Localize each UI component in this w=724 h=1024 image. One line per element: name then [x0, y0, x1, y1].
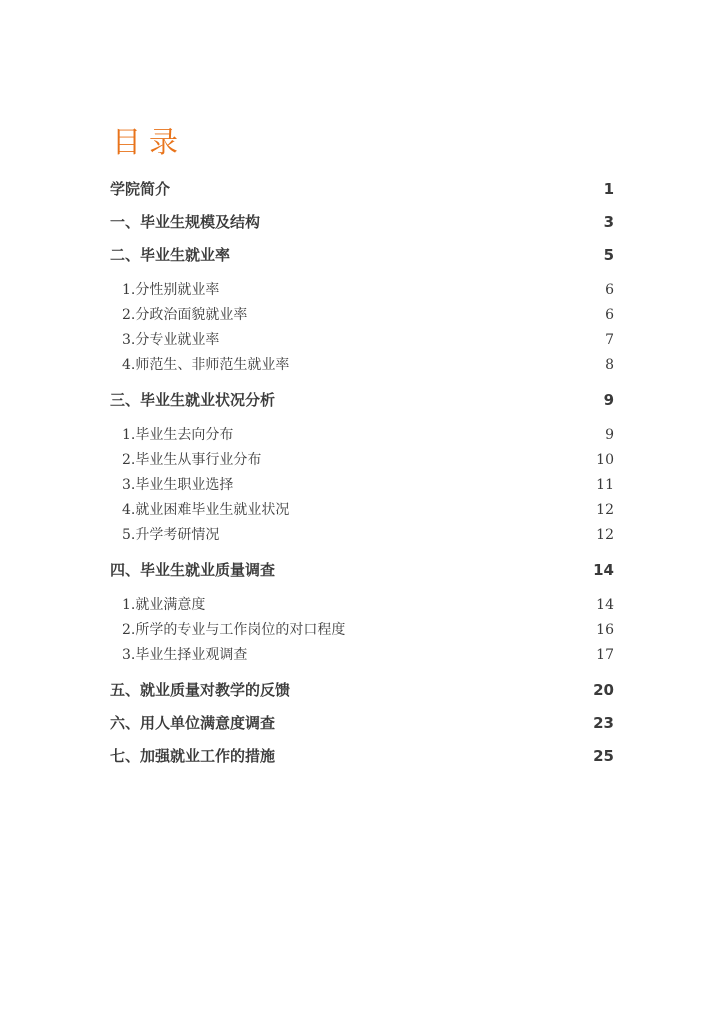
dot-leader — [348, 620, 593, 634]
toc-entry-text: 学院简介 — [110, 180, 171, 198]
toc-page-number: 9 — [603, 391, 614, 409]
dot-leader — [233, 245, 601, 260]
toc-subentry[interactable] — [110, 618, 614, 643]
toc-subentry-text: 1.毕业生去向分布 — [122, 427, 234, 443]
toc-entry[interactable] — [110, 742, 614, 775]
dot-leader — [236, 425, 602, 439]
toc-entry-text: 五、就业质量对教学的反馈 — [110, 681, 291, 699]
toc-page-number: 8 — [605, 357, 614, 373]
toc-entry[interactable] — [110, 241, 614, 274]
dot-leader — [278, 713, 590, 728]
dot-leader — [293, 680, 590, 695]
dot-leader — [250, 305, 602, 319]
table-of-contents — [110, 175, 614, 775]
dot-leader — [236, 475, 593, 489]
toc-entry-text: 三、毕业生就业状况分析 — [110, 391, 276, 409]
toc-subentry-text: 1.分性别就业率 — [122, 282, 220, 298]
toc-subentry[interactable] — [110, 593, 614, 618]
toc-subentry[interactable] — [110, 278, 614, 303]
toc-page-number: 12 — [596, 502, 614, 518]
dot-leader — [250, 645, 593, 659]
toc-subentry-text: 4.师范生、非师范生就业率 — [122, 357, 290, 373]
toc-subentry[interactable] — [110, 523, 614, 548]
toc-title: 目录 — [112, 125, 187, 159]
toc-subentry[interactable] — [110, 473, 614, 498]
toc-entry-text: 六、用人单位满意度调查 — [110, 714, 276, 732]
toc-subentry[interactable] — [110, 353, 614, 378]
dot-leader — [278, 560, 590, 575]
toc-subentry[interactable] — [110, 498, 614, 523]
toc-subentry-text: 3.分专业就业率 — [122, 332, 220, 348]
toc-entry[interactable] — [110, 208, 614, 241]
toc-page-number: 14 — [593, 561, 614, 579]
toc-subentry-text: 2.所学的专业与工作岗位的对口程度 — [122, 622, 346, 638]
toc-page-number: 12 — [596, 527, 614, 543]
toc-subentry-text: 4.就业困难毕业生就业状况 — [122, 502, 290, 518]
toc-entry[interactable] — [110, 386, 614, 419]
toc-page-number: 10 — [596, 452, 614, 468]
toc-page-number: 17 — [596, 647, 614, 663]
toc-page-number: 11 — [596, 477, 614, 493]
toc-page-number: 7 — [605, 332, 614, 348]
dot-leader — [222, 525, 593, 539]
dot-leader — [292, 500, 593, 514]
toc-page-number: 20 — [593, 681, 614, 699]
toc-page-number: 25 — [593, 747, 614, 765]
toc-subentry[interactable] — [110, 328, 614, 353]
dot-leader — [278, 746, 590, 761]
toc-page-number: 6 — [605, 307, 614, 323]
toc-page-number: 5 — [603, 246, 614, 264]
dot-leader — [292, 355, 602, 369]
toc-subentry[interactable] — [110, 423, 614, 448]
toc-entry-text: 一、毕业生规模及结构 — [110, 213, 261, 231]
toc-subentry[interactable] — [110, 448, 614, 473]
toc-subentry[interactable] — [110, 303, 614, 328]
dot-leader — [208, 595, 593, 609]
toc-subentry-text: 3.毕业生职业选择 — [122, 477, 234, 493]
toc-subentry[interactable] — [110, 643, 614, 668]
toc-entry[interactable] — [110, 676, 614, 709]
dot-leader — [263, 212, 601, 227]
toc-subentry-text: 1.就业满意度 — [122, 597, 206, 613]
toc-page-number: 14 — [596, 597, 614, 613]
toc-page-number: 9 — [605, 427, 614, 443]
toc-page-number: 23 — [593, 714, 614, 732]
toc-subentry-text: 5.升学考研情况 — [122, 527, 220, 543]
dot-leader — [173, 179, 601, 194]
toc-entry[interactable] — [110, 709, 614, 742]
toc-entry-text: 二、毕业生就业率 — [110, 246, 231, 264]
toc-page-number: 1 — [603, 180, 614, 198]
toc-entry[interactable] — [110, 175, 614, 208]
toc-subentry-text: 3.毕业生择业观调查 — [122, 647, 248, 663]
toc-page-number: 6 — [605, 282, 614, 298]
dot-leader — [278, 390, 601, 405]
toc-subentry-text: 2.毕业生从事行业分布 — [122, 452, 262, 468]
dot-leader — [222, 330, 602, 344]
dot-leader — [222, 280, 602, 294]
toc-entry-text: 四、毕业生就业质量调查 — [110, 561, 276, 579]
dot-leader — [264, 450, 593, 464]
toc-entry[interactable] — [110, 556, 614, 589]
toc-page-number: 3 — [603, 213, 614, 231]
toc-entry-text: 七、加强就业工作的措施 — [110, 747, 276, 765]
toc-subentry-text: 2.分政治面貌就业率 — [122, 307, 248, 323]
toc-page-number: 16 — [596, 622, 614, 638]
